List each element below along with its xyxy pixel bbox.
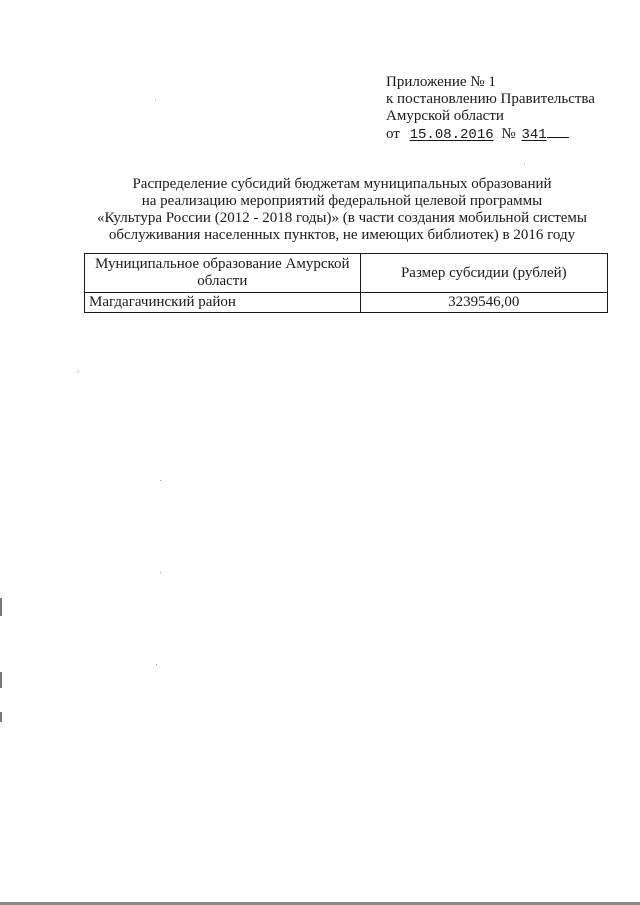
scan-edge-mark [0, 598, 2, 616]
appendix-region: Амурской области [386, 108, 504, 124]
title-line-1: Распределение субсидий бюджетам муниципальных образований [132, 176, 552, 192]
scan-speck [160, 480, 161, 481]
number-underline [547, 125, 569, 138]
appendix-title: Приложение № 1 [386, 74, 496, 90]
resolution-number: 341 [521, 127, 547, 143]
number-sign: № [501, 126, 516, 142]
scan-speck [155, 100, 156, 101]
date-prefix: от [386, 126, 400, 142]
document-title [80, 176, 604, 244]
title-line-4: обслуживания населенных пунктов, не имеющих библиотек) в 2016 году [108, 227, 576, 243]
table-header-row [85, 254, 608, 293]
scan-speck [524, 163, 525, 164]
title-line-2: на реализацию мероприятий федеральной целевой программы [141, 193, 543, 209]
scan-speck [160, 572, 161, 573]
row-municipality: Магдагачинский район [85, 293, 361, 313]
scan-speck [156, 664, 157, 665]
resolution-date: 15.08.2016 [409, 127, 494, 143]
row-amount: 3239546,00 [360, 293, 607, 313]
title-line-3: «Культура России (2012 - 2018 годы)» (в части создания мобильной системы [97, 210, 587, 226]
header-municipality: Муниципальное образование Амурской области [85, 254, 361, 293]
header-subsidy-amount: Размер субсидии (рублей) [360, 254, 607, 293]
scan-edge-mark [0, 672, 2, 688]
appendix-date-line [386, 125, 595, 144]
scan-edge-mark [0, 712, 2, 722]
table-row [85, 293, 608, 313]
subsidy-table [84, 253, 608, 313]
scan-speck [78, 371, 79, 372]
appendix-resolution-ref: к постановлению Правительства [386, 91, 595, 107]
appendix-block [386, 74, 595, 144]
